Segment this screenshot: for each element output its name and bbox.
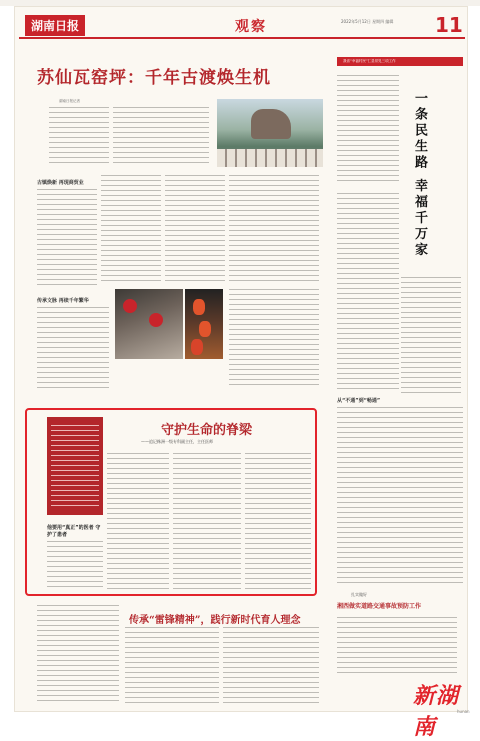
right-vertical-headline: 一条民生路 幸福千万家 — [412, 91, 427, 259]
bottom-text-col-3 — [223, 627, 319, 707]
lead-text-col-3 — [165, 175, 225, 283]
lead-photo-alley — [115, 289, 183, 359]
lead-subhead-2: 传承文脉 再续千年繁华 — [37, 298, 89, 304]
lead-photo-landscape — [217, 99, 323, 167]
right-subhead: 从“不通”到“畅通” — [337, 398, 381, 404]
lead-text-intro — [49, 107, 109, 165]
feature-text-col-2 — [173, 453, 241, 591]
right-text-col-1 — [337, 75, 399, 185]
feature-text-col-4 — [47, 541, 103, 591]
feature-quote-box — [47, 417, 103, 515]
bottom-text-col-1 — [37, 605, 119, 705]
lead-text-col-2 — [101, 175, 161, 283]
feature-text-col-1 — [107, 453, 169, 591]
lead-byline: 湖南日报记者 — [59, 99, 80, 103]
newspaper-logo: 湖南日报 — [25, 15, 85, 36]
bottom-headline: 传承“雷锋精神”，践行新时代育人理念 — [129, 615, 301, 626]
feature-inner-subhead: 他要用“真正”的医者 守护了患者 — [47, 525, 101, 538]
lead-text-col-6 — [229, 289, 319, 389]
right-text-col-2 — [401, 277, 461, 397]
page-number: 11 — [435, 13, 463, 37]
lead-text-col-1 — [37, 189, 97, 285]
feature-text-col-3 — [245, 453, 311, 591]
issue-date: 2022年5月12日 星期四 编辑 — [341, 19, 394, 24]
feature-headline: 守护生命的脊梁 — [161, 423, 253, 438]
right-bottom-headline: 湘西做实道路交通事故预防工作 — [337, 603, 422, 610]
lead-text-col-4 — [229, 175, 319, 283]
right-ribbon: 我省“幸福村民”仁县常见三项工作 — [337, 57, 463, 66]
masthead — [19, 11, 465, 39]
site-watermark-sub: hunan — [457, 709, 470, 714]
site-watermark-logo: 新湖南 — [413, 683, 460, 740]
right-bottom-text — [337, 617, 457, 673]
lead-text-col-5 — [37, 307, 109, 391]
right-text-col-3 — [337, 193, 399, 393]
lead-text-intro-2 — [113, 107, 209, 165]
right-text-col-4 — [337, 407, 463, 583]
section-title: 观察 — [235, 19, 267, 35]
lead-subhead-1: 古镇焕新 再现商贸业 — [37, 180, 84, 186]
feature-subheadline: ——追记株洲一级专科副主任，主任医师 — [141, 439, 213, 444]
feature-quote-text — [51, 425, 99, 509]
bottom-text-col-2 — [125, 627, 219, 707]
right-bottom-kicker: 扎实做好 — [351, 592, 367, 597]
lead-headline: 苏仙瓦窑坪：千年古渡焕生机 — [37, 68, 271, 88]
lead-photo-lanterns — [185, 289, 223, 359]
newspaper-page — [14, 6, 470, 740]
